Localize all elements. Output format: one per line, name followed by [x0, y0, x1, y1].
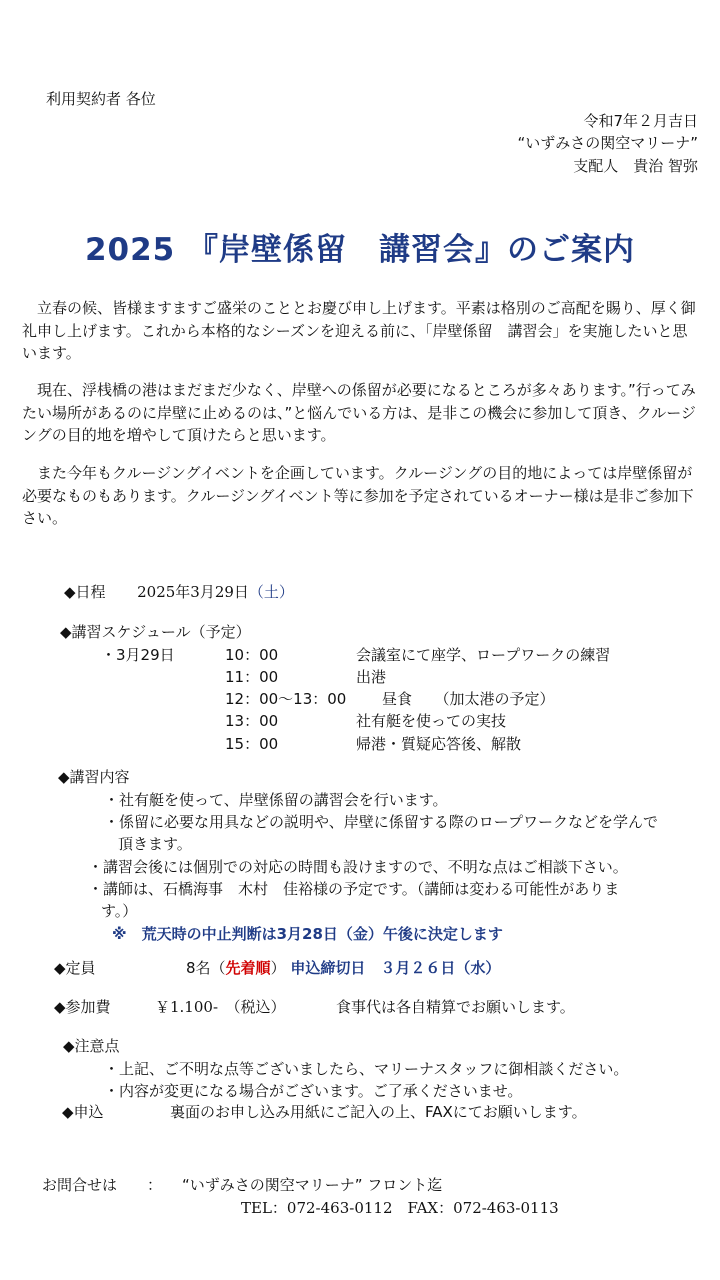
paragraph-greeting: 立春の候、皆様ますますご盛栄のこととお慶び申し上げます。平素は格別のご高配を賜り、厚く御礼申し上げます。これから本格的なシーズンを迎える前に、「岸壁係留 講習会」を実施したいと思います。: [22, 299, 696, 362]
paragraph-current-status: 現在、浮桟橋の港はまだまだ少なく、岸壁への係留が必要になるところが多々あります。”行ってみたい場所があるのに岸壁に止めるのは、”と悩んでいる方は、是非この機会に参加して頂き、クルージングの目的地を増やして頂けたらと思います。: [22, 381, 696, 444]
contact-row: [42, 1174, 443, 1196]
schedule-day: ・3月29日: [101, 646, 175, 664]
sender-name: 支配人 貴治 智弥: [573, 157, 698, 175]
organization-name: “いずみさの関空マリーナ”: [517, 134, 698, 152]
notes-item: ・上記、ご不明な点等ございましたら、マリーナスタッフに御相談ください。: [104, 1060, 629, 1078]
schedule-desc: 社有艇を使っての実技: [356, 712, 507, 730]
schedule-desc: 帰港・質疑応答後、解散: [356, 735, 522, 753]
schedule-time: 11：00: [225, 668, 279, 686]
contact-phone-fax: TEL：072-463-0112 FAX：072-463-0113: [241, 1199, 559, 1217]
page-title: 2025 『岸壁係留 講習会』のご案内: [84, 232, 636, 268]
event-date: 2025年3月29日: [137, 583, 249, 601]
fee-note: 食事代は各自精算でお願いします。: [336, 998, 575, 1016]
schedule-time: 12：00～13：00: [225, 690, 347, 708]
date-row: [64, 581, 294, 603]
fee-amount: ￥1.100- （税込）: [155, 998, 286, 1016]
first-come-badge: 先着順: [225, 959, 271, 977]
schedule-time: 15：00: [225, 735, 279, 753]
fee-label: ◆参加費: [54, 998, 111, 1016]
event-weekday: （土）: [248, 583, 294, 601]
contact-org: “いずみさの関空マリーナ” フロント迄: [182, 1176, 443, 1194]
schedule-desc: 出港: [356, 668, 387, 686]
apply-row: [62, 1101, 587, 1123]
schedule-desc: 会議室にて座学、ロープワークの練習: [356, 646, 611, 664]
apply-text: 裏面のお申し込み用紙にご記入の上、FAXにてお願いします。: [170, 1103, 587, 1121]
content-item-continued: す。）: [101, 902, 138, 920]
content-item: ・講師は、石橋海事 木村 佳裕様の予定です。（講師は変わる可能性がありま: [88, 880, 620, 898]
content-item: ・講習会後には個別での対応の時間も設けますので、不明な点はご相談下さい。: [88, 858, 628, 876]
application-deadline: 申込締切日 ３月２６日（水）: [290, 959, 501, 977]
content-item: ・社有艇を使って、岸壁係留の講習会を行います。: [104, 791, 448, 809]
schedule-time: 10：00: [225, 646, 279, 664]
content-label: ◆講習内容: [58, 768, 130, 786]
content-item-continued: 頂きます。: [118, 835, 192, 853]
apply-label: ◆申込: [62, 1103, 104, 1121]
paragraph-cruising-event: また今年もクルージングイベントを企画しています。クルージングの目的地によっては岸壁係留が必要なものもあります。クルージングイベント等に参加を予定されているオーナー様は是非ご参加下さい。: [22, 464, 694, 527]
schedule-time: 13：00: [225, 712, 279, 730]
capacity-label: ◆定員: [54, 959, 96, 977]
issue-date: 令和7年２月吉日: [583, 112, 698, 130]
cancellation-notice: ※ 荒天時の中止判断は3月28日（金）午後に決定します: [112, 925, 503, 943]
capacity-count: 8名（: [186, 959, 226, 977]
notes-label: ◆注意点: [63, 1037, 120, 1055]
date-label: ◆日程: [64, 583, 106, 601]
schedule-label: ◆講習スケジュール（予定）: [60, 623, 251, 641]
capacity-row: [54, 957, 501, 979]
schedule-desc: 昼食 （加太港の予定）: [382, 690, 555, 708]
content-item: ・係留に必要な用具などの説明や、岸壁に係留する際のロープワークなどを学んで: [104, 813, 658, 831]
fee-row: [54, 996, 575, 1018]
notes-item: ・内容が変更になる場合がございます。ご了承くださいませ。: [104, 1082, 523, 1100]
addressee: 利用契約者 各位: [46, 90, 156, 108]
capacity-close: ）: [270, 959, 286, 977]
contact-label: お問合せは ：: [42, 1176, 163, 1194]
